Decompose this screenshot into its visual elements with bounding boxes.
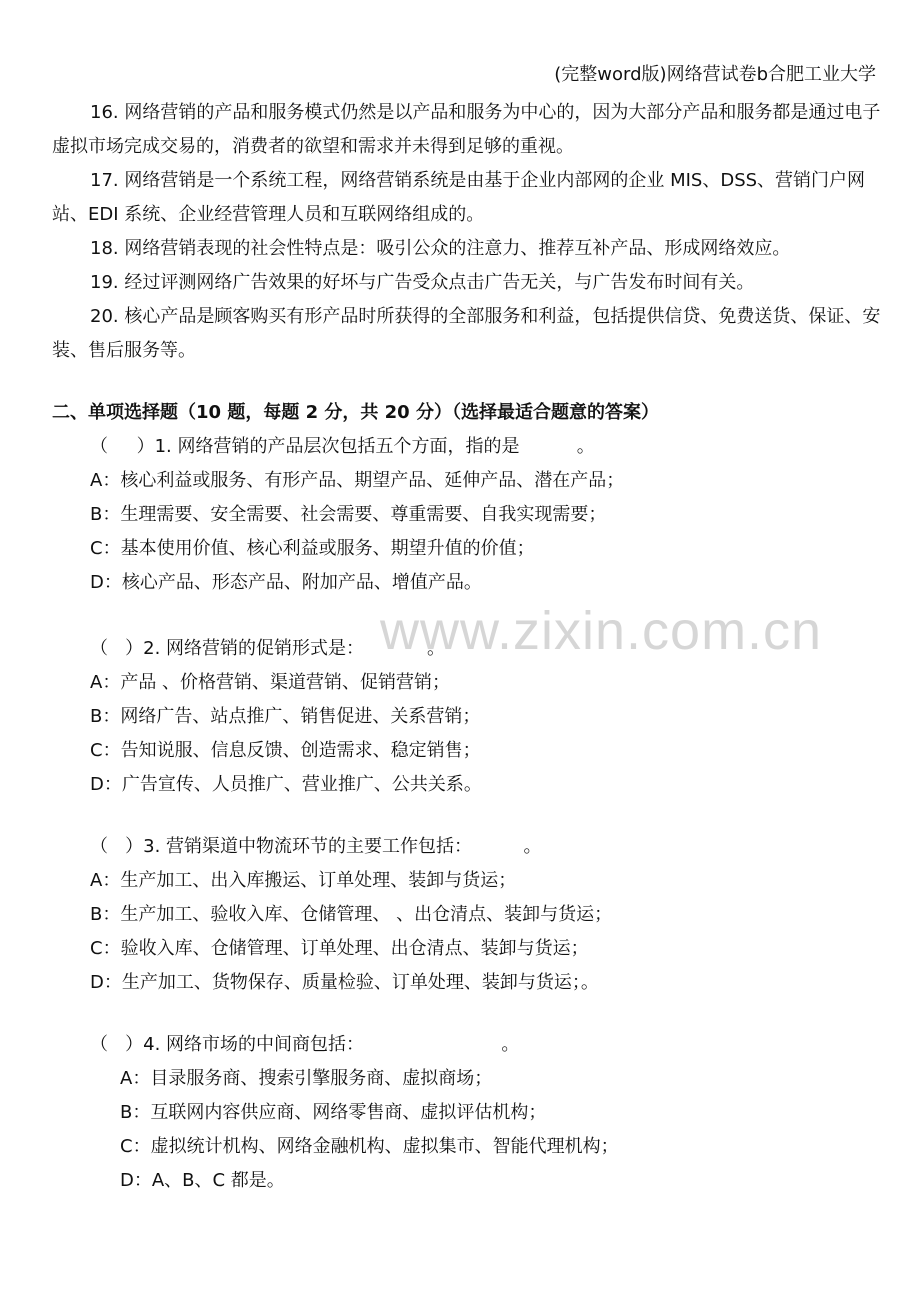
section-title-single-choice: 二、单项选择题（10 题，每题 2 分，共 20 分）（选择最适合题意的答案） <box>52 402 659 423</box>
question-4-option-a: A：目录服务商、搜索引擎服务商、虚拟商场； <box>120 1068 493 1089</box>
question-2-option-d: D：广告宣传、人员推广、营业推广、公共关系。 <box>90 774 482 795</box>
question-1-option-b: B：生理需要、安全需要、社会需要、尊重需要、自我实现需要； <box>90 504 607 525</box>
question-2-stem: （ ）2. 网络营销的促销形式是： 。 <box>90 638 445 659</box>
question-2-option-c: C：告知说服、信息反馈、创造需求、稳定销售； <box>90 740 481 761</box>
document-header-title: (完整word版)网络营试卷b合肥工业大学 <box>554 64 876 85</box>
question-4-option-b: B：互联网内容供应商、网络零售商、虚拟评估机构； <box>120 1102 547 1123</box>
question-1-option-d: D：核心产品、形态产品、附加产品、增值产品。 <box>90 572 482 593</box>
tf-item-20: 20. 核心产品是顾客购买有形产品时所获得的全部服务和利益，包括提供信贷、免费送货、保证、安装、售后服务等。 <box>52 306 881 361</box>
question-3-option-b: B：生产加工、验收入库、仓储管理、 、出仓清点、装卸与货运； <box>90 904 613 925</box>
question-1-option-c: C：基本使用价值、核心利益或服务、期望升值的价值； <box>90 538 535 559</box>
question-1-stem: （ ）1. 网络营销的产品层次包括五个方面，指的是 。 <box>90 436 595 457</box>
watermark: www.zixin.com.cn <box>380 601 823 661</box>
question-2-option-b: B：网络广告、站点推广、销售促进、关系营销； <box>90 706 481 727</box>
question-1 <box>90 430 624 600</box>
question-3-option-d: D：生产加工、货物保存、质量检验、订单处理、装卸与货运；。 <box>90 972 599 993</box>
question-3 <box>90 830 612 1000</box>
tf-item-19: 19. 经过评测网络广告效果的好坏与广告受众点击广告无关，与广告发布时间有关。 <box>90 272 755 293</box>
true-false-section <box>52 96 882 368</box>
tf-item-16: 16. 网络营销的产品和服务模式仍然是以产品和服务为中心的，因为大部分产品和服务都是通过电子虚拟市场完成交易的，消费者的欲望和需求并未得到足够的重视。 <box>52 102 881 157</box>
question-2-option-a: A：产品 、价格营销、渠道营销、促销营销； <box>90 672 451 693</box>
question-3-option-a: A：生产加工、出入库搬运、订单处理、装卸与货运； <box>90 870 517 891</box>
tf-item-17: 17. 网络营销是一个系统工程，网络营销系统是由基于企业内部网的企业 MIS、DSS、营销门户网站、EDI 系统、企业经营管理人员和互联网络组成的。 <box>52 170 866 225</box>
question-4-option-d: D：A、B、C 都是。 <box>120 1170 285 1191</box>
question-3-option-c: C：验收入库、仓储管理、订单处理、出仓清点、装卸与货运； <box>90 938 589 959</box>
question-4 <box>90 1028 619 1198</box>
question-1-option-a: A：核心利益或服务、有形产品、期望产品、延伸产品、潜在产品； <box>90 470 625 491</box>
question-4-stem: （ ）4. 网络市场的中间商包括： 。 <box>90 1034 520 1055</box>
question-3-stem: （ ）3. 营销渠道中物流环节的主要工作包括： 。 <box>90 836 542 857</box>
question-4-option-c: C：虚拟统计机构、网络金融机构、虚拟集市、智能代理机构； <box>120 1136 619 1157</box>
question-2 <box>90 632 482 802</box>
tf-item-18: 18. 网络营销表现的社会性特点是：吸引公众的注意力、推荐互补产品、形成网络效应。 <box>90 238 791 259</box>
